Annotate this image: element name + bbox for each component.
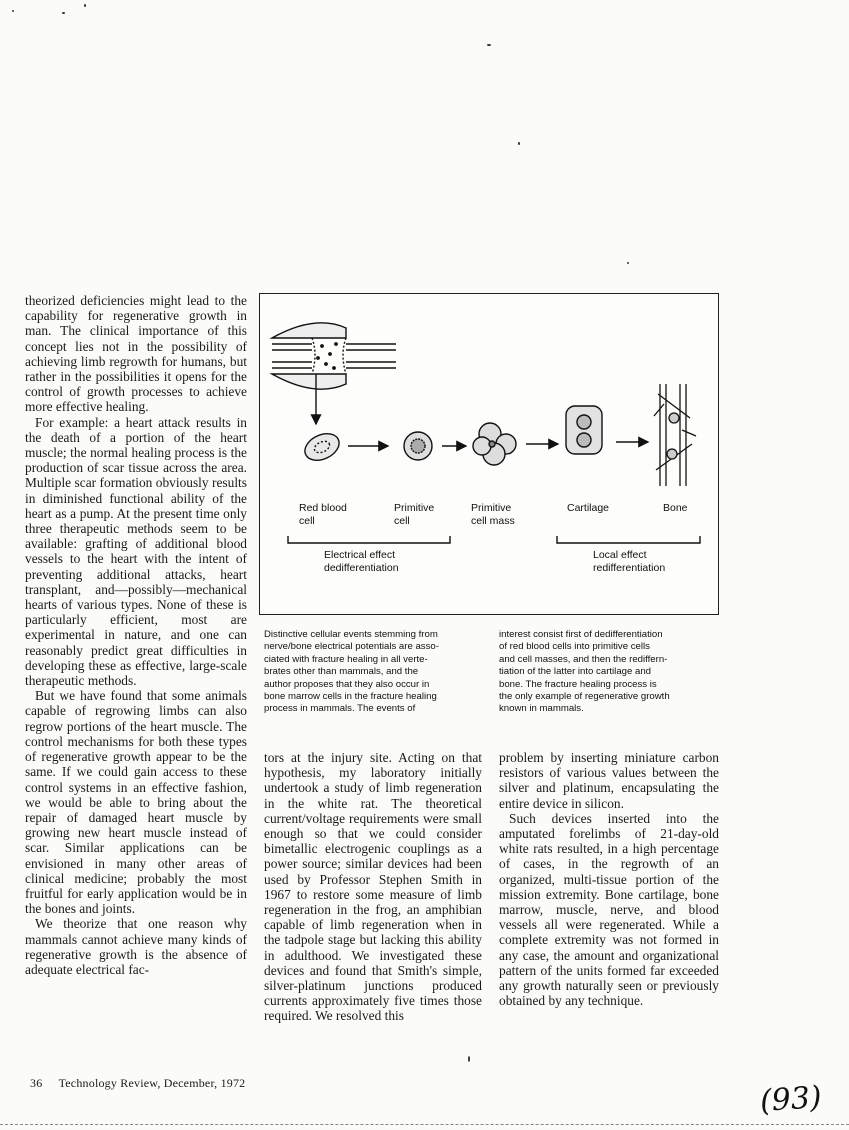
label-line: dedifferentiation [324,562,399,574]
body-paragraph: But we have found that some animals capable of regrowing limbs can also regrow portions of the heart muscle. The control mechanisms for both these types of regenerative growth appear to be the same. If we could gain access to these control systems in an effective fashion, we would be able to bring about the repair of damaged heart muscle by growing new heart muscle instead of scar. Similar applications can be envisioned in many other areas of clinical medicine; probably the most fruitful for early application would be in the bones and joints. [25,688,247,917]
caption-line: and cell masses, and then the rediffern- [499,653,668,665]
primitive-cell-mass-illustration [473,423,516,465]
caption-line: the only example of regenerative growth [499,691,670,703]
label-primitive-cell [394,502,434,528]
left-text-column [25,293,247,977]
fractured-bone-illustration [272,323,396,424]
scan-speck [468,1056,470,1062]
caption-line: tiation of the latter into cartilage and [499,666,651,678]
scan-speck [487,44,491,46]
label-electrical-effect [324,549,399,575]
body-paragraph: theorized deficiencies might lead to the capability for regenerative growth in man. The clinical importance of this concept lies not in the possibility of achieving limb regrowth for humans, but rather in the possibilities it opens for the control of growth processes to achieve more effective healing. [25,293,247,415]
figure-diagram [259,293,719,615]
red-blood-cell-illustration [301,429,344,466]
caption-line: author proposes that they also occur in [264,678,430,690]
label-line: Electrical effect [324,549,396,561]
label-line: redifferentiation [593,562,666,574]
scan-speck [62,12,65,14]
bone-illustration [654,384,696,486]
label-line: Primitive [471,502,512,514]
label-red-blood-cell [299,502,347,528]
figure-caption-left [264,629,486,716]
page-footer [30,1076,245,1091]
body-paragraph: We theorize that one reason why mammals cannot achieve many kinds of regenerative growth is the absence of adequate electrical fac- [25,916,247,977]
scan-speck [12,10,14,12]
caption-line: Distinctive cellular events stemming from [264,629,438,640]
publication-name: Technology Review, December, 1972 [58,1076,246,1090]
scan-speck [627,262,629,264]
label-cartilage: Cartilage [567,502,610,514]
caption-line: ciated with fracture healing in all verte- [264,653,428,665]
label-line: cell [394,515,410,527]
body-paragraph: tors at the injury site. Acting on that hypothesis, my laboratory initially undertook a study of limb regeneration in the white rat. The theoretical current/voltage requirements were small enough so that we could consider bimetallic electrogenic couplings as a power source; similar devices had been used by Professor Stephen Smith in 1967 to restore some measure of limb regeneration in the frog, an amphibian capable of limb regeneration when in the tadpole stage but lacking this ability in adulthood. We investigated these devices and found that Smith's simple, silver-platinum junctions produced currents approximately five times those required. We resolved this [264,750,482,1024]
label-line: Red blood [299,502,347,514]
handwritten-page-note: (93) [758,1079,823,1120]
bracket-left [288,536,450,543]
figure-caption-right [499,629,721,716]
label-line: Local effect [593,549,647,561]
page-number: 36 [30,1076,43,1090]
label-primitive-cell-mass [471,502,515,528]
bottom-scan-edge [0,1124,849,1126]
bracket-right [557,536,700,543]
label-line: cell mass [471,515,515,527]
label-line: cell [299,515,315,527]
caption-line: nerve/bone electrical potentials are asso- [264,641,439,653]
label-bone: Bone [663,502,688,514]
caption-line: brates other than mammals, and the [264,666,419,678]
body-paragraph: For example: a heart attack results in the death of a portion of the heart muscle; the normal healing process is the production of scar tissue across the area. Multiple scar formation obviously results in diminished functional ability of the heart as a pump. At the present time only three therapeutic methods seem to be available: grafting of additional blood vessels to the heart with the intent of preventing additional attacks, heart transplant, and—possibly—mechanical hearts of various types. None of these is particularly efficient, most are experimental in nature, and one can reasonably predict great difficulties in developing these as effective, large-scale therapeutic methods. [25,414,247,689]
label-line: Primitive [394,502,435,514]
caption-line: bone marrow cells in the fracture healing [264,691,437,703]
scan-speck [84,4,86,7]
body-paragraph: problem by inserting miniature carbon resistors of various values between the silver and platinum, encapsulating the entire device in silicon. [499,750,719,811]
caption-line: of red blood cells into primitive cells [499,641,650,653]
right-text-column [499,750,719,1008]
body-paragraph: Such devices inserted into the amputated forelimbs of 21-day-old white rats resulted, in a high percentage of cases, in the regrowth of an organized, multi-tissue portion of the mission extremity. Bone cartilage, bone marrow, muscle, nerve, and blood vessels all were regenerated. While a complete extremity was not formed in any case, the amount and organizational pattern of the units formed far exceeded any growth naturally seen or previously obtained by any technique. [499,810,719,1009]
label-local-effect [593,549,665,575]
primitive-cell-illustration [404,432,432,460]
caption-line: process in mammals. The events of [264,703,416,715]
cartilage-illustration [566,406,602,454]
caption-line: interest consist first of dedifferentiation [499,629,663,640]
caption-line: known in mammals. [499,703,584,715]
scan-speck [518,142,520,145]
middle-text-column [264,750,482,1024]
caption-line: bone. The fracture healing process is [499,678,657,690]
